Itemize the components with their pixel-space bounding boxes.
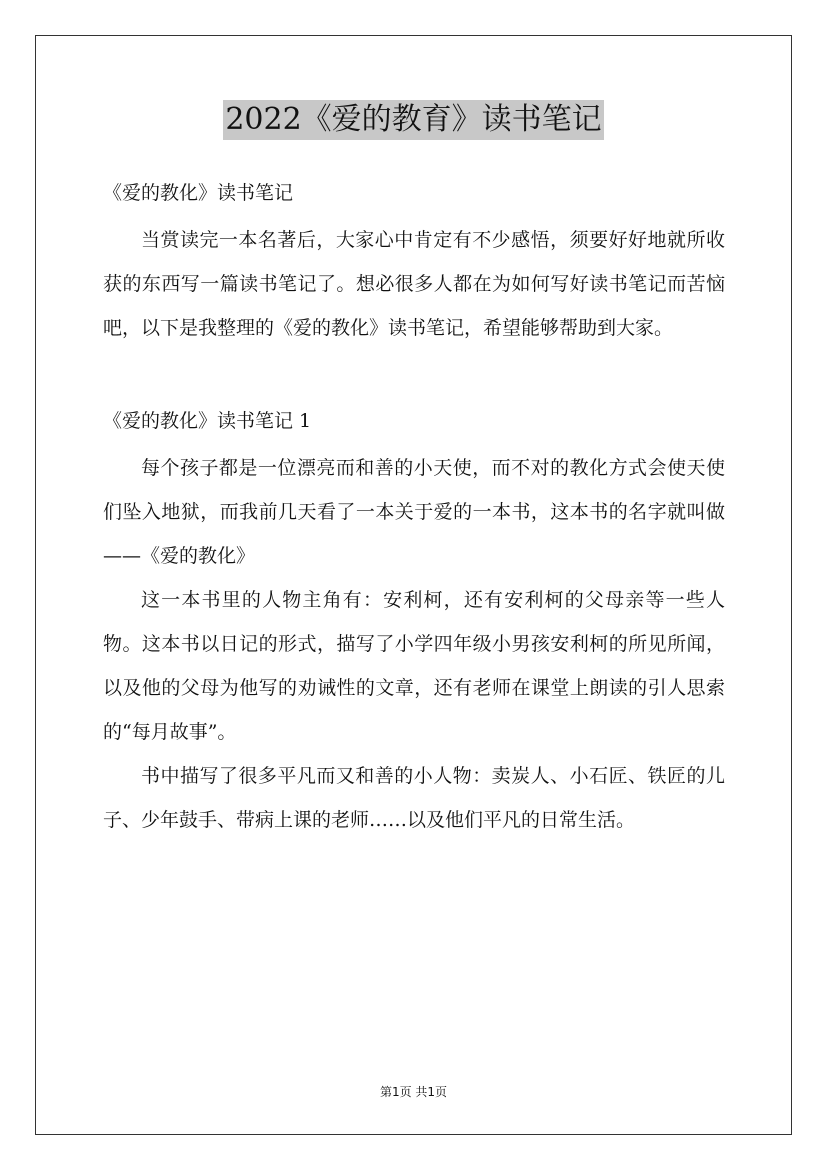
intro-paragraph: 当赏读完一本名著后，大家心中肯定有不少感悟，须要好好地就所收获的东西写一篇读书笔记了。想必很多人都在为如何写好读书笔记而苦恼吧，以下是我整理的《爱的教化》读书笔记，希望能够帮助到大家。	[103, 229, 725, 339]
section1-paragraph: 这一本书里的人物主角有：安利柯，还有安利柯的父母亲等一些人物。这本书以日记的形式，描写了小学四年级小男孩安利柯的所见所闻，以及他的父母为他写的劝诫性的文章，还有老师在课堂上朗读的引人思索的“每月故事”。	[103, 589, 725, 743]
page-number: 第1页 共1页	[379, 1085, 448, 1099]
intro-heading: 《爱的教化》读书笔记	[103, 182, 294, 204]
document-title: 2022《爱的教育》读书笔记	[223, 100, 603, 140]
document-body	[103, 174, 725, 842]
section1-heading: 《爱的教化》读书笔记 1	[103, 410, 312, 432]
section1-paragraph: 每个孩子都是一位漂亮而和善的小天使，而不对的教化方式会使天使们坠入地狱，而我前几天看了一本关于爱的一本书，这本书的名字就叫做——《爱的教化》	[103, 457, 725, 567]
document-title-wrapper	[0, 100, 827, 140]
page-footer	[0, 1083, 827, 1100]
section1-paragraph: 书中描写了很多平凡而又和善的小人物：卖炭人、小石匠、铁匠的儿子、少年鼓手、带病上课的老师……以及他们平凡的日常生活。	[103, 765, 725, 831]
